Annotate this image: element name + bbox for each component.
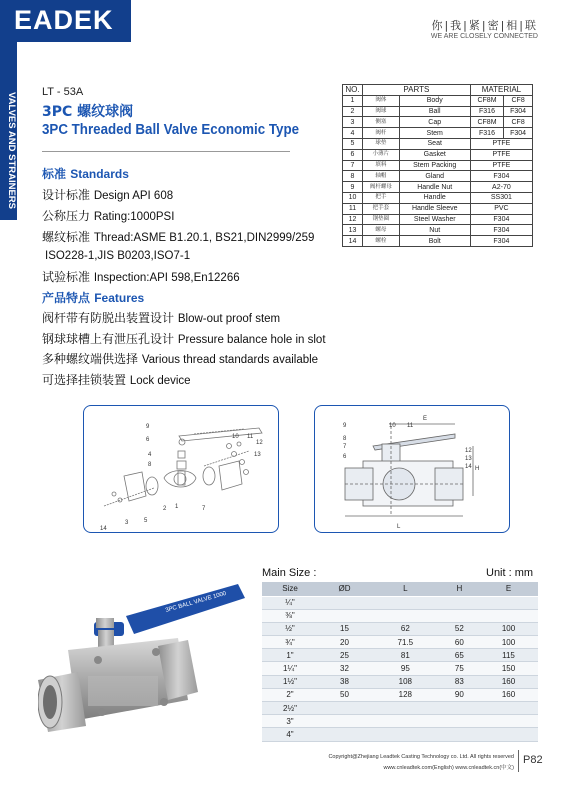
callout-label: 7	[343, 444, 347, 450]
part-material: F304	[504, 106, 533, 117]
features-heading-cn: 产品特点	[42, 291, 91, 305]
parts-table-row	[343, 149, 533, 160]
part-name-cn: 阀球	[363, 106, 400, 117]
part-number: 3	[343, 117, 363, 128]
callout-label: 9	[146, 424, 150, 430]
standard-line-en: Inspection:API 598,En12266	[93, 272, 240, 284]
size-cell: ¼"	[262, 596, 318, 609]
h-cell: 65	[440, 649, 479, 662]
part-name-cn: 轴帽	[363, 171, 400, 182]
od-cell	[318, 702, 371, 715]
slogan-english: WE ARE CLOSELY CONNECTED	[430, 33, 538, 40]
feature-line-en: Blow-out proof stem	[177, 313, 281, 325]
part-name-cn: 阀杆螺母	[363, 182, 400, 193]
part-name-en: Handle Sleeve	[399, 203, 470, 214]
standard-line-cn: 螺纹标准	[42, 230, 91, 244]
size-table-title: Main Size :	[262, 567, 317, 579]
brand-logo-text: EADEK	[14, 5, 114, 35]
od-cell: 20	[318, 636, 371, 649]
col-header-h: H	[440, 582, 479, 596]
od-cell	[318, 715, 371, 728]
part-name-cn: 阀体	[363, 95, 400, 106]
size-table-row	[262, 649, 538, 662]
exploded-drawing-panel	[83, 405, 279, 533]
parts-table-row	[343, 236, 533, 247]
valve-handle	[126, 584, 245, 634]
e-cell: 160	[479, 688, 538, 701]
part-material: A2-70	[470, 182, 532, 193]
h-cell	[440, 609, 479, 622]
callout-label: 10	[232, 434, 239, 440]
h-cell: 52	[440, 622, 479, 635]
side-category-tab	[0, 42, 17, 220]
callout-label: 13	[465, 456, 472, 462]
e-cell	[479, 702, 538, 715]
part-material: F316	[470, 128, 503, 139]
size-table-row	[262, 636, 538, 649]
callout-label: 14	[465, 464, 472, 470]
callout-label: L	[397, 524, 401, 530]
size-cell: 3"	[262, 715, 318, 728]
size-cell: 2½"	[262, 702, 318, 715]
e-cell: 150	[479, 662, 538, 675]
od-cell	[318, 728, 371, 741]
callout-label: 3	[125, 520, 129, 526]
slogan-chinese: 你|我|紧|密|相|联	[431, 19, 538, 32]
h-cell: 60	[440, 636, 479, 649]
footer-separator	[518, 750, 519, 772]
part-material: F304	[470, 236, 532, 247]
part-number: 2	[343, 106, 363, 117]
l-cell: 128	[371, 688, 440, 701]
part-material: SS301	[470, 192, 532, 203]
col-header-od: ØD	[318, 582, 371, 596]
parts-table-header	[343, 85, 533, 96]
standard-line-cn: 公称压力	[42, 209, 91, 223]
part-number: 4	[343, 128, 363, 139]
callout-label: 12	[256, 440, 263, 446]
handle-imprint: 3PC BALL VALVE 1000	[164, 590, 228, 614]
part-name-cn: 小薄片	[363, 149, 400, 160]
part-number: 10	[343, 192, 363, 203]
parts-table-row	[343, 95, 533, 106]
col-header-material: MATERIAL	[470, 85, 532, 96]
brand-logo	[0, 0, 131, 42]
parts-table-row	[343, 160, 533, 171]
part-material: F316	[470, 106, 503, 117]
callout-label: E	[423, 416, 428, 422]
part-name-en: Seat	[399, 138, 470, 149]
callout-label: 11	[247, 434, 254, 440]
od-cell	[318, 609, 371, 622]
part-name-en: Handle	[399, 192, 470, 203]
feature-line-cn: 可选择挂锁装置	[42, 373, 127, 387]
main-size-table	[262, 582, 538, 742]
page-number: P82	[523, 754, 543, 766]
standard-line	[42, 186, 173, 203]
standard-line-cn: 设计标准	[42, 188, 91, 202]
feature-line-cn: 多种螺纹端供选择	[42, 352, 139, 366]
feature-line	[42, 330, 326, 347]
e-cell	[479, 609, 538, 622]
e-cell	[479, 596, 538, 609]
callout-label: 12	[465, 448, 472, 454]
callout-label: 9	[343, 423, 347, 429]
side-category-label: VALVES AND STRAINERS	[6, 92, 17, 210]
standard-line-en: Thread:ASME B1.20.1, BS21,DIN2999/259	[93, 232, 315, 244]
l-cell: 108	[371, 675, 440, 688]
parts-table-row	[343, 192, 533, 203]
parts-table-row	[343, 225, 533, 236]
section-view-diagram	[315, 406, 510, 533]
size-table-row	[262, 715, 538, 728]
parts-table-row	[343, 138, 533, 149]
od-cell: 50	[318, 688, 371, 701]
feature-line	[42, 350, 318, 367]
standard-line	[42, 228, 314, 245]
part-name-en: Gasket	[399, 149, 470, 160]
part-number: 12	[343, 214, 363, 225]
page-header	[0, 0, 580, 42]
l-cell: 71.5	[371, 636, 440, 649]
callout-label: 13	[254, 452, 261, 458]
part-number: 14	[343, 236, 363, 247]
size-table-row	[262, 662, 538, 675]
part-material: PTFE	[470, 160, 532, 171]
size-cell: 2"	[262, 688, 318, 701]
part-material: PTFE	[470, 138, 532, 149]
size-cell: 1¼"	[262, 662, 318, 675]
l-cell: 81	[371, 649, 440, 662]
exploded-view-diagram	[84, 406, 279, 533]
size-table-row	[262, 675, 538, 688]
parts-table-row	[343, 128, 533, 139]
callout-label: 8	[343, 436, 347, 442]
part-number: 8	[343, 171, 363, 182]
standard-line	[45, 248, 190, 262]
part-name-en: Bolt	[399, 236, 470, 247]
part-number: 7	[343, 160, 363, 171]
product-title-cn: 3PC 螺纹球阀	[42, 104, 134, 120]
h-cell: 90	[440, 688, 479, 701]
standard-line	[42, 207, 174, 224]
part-name-en: Stem Packing	[399, 160, 470, 171]
size-table-row	[262, 702, 538, 715]
part-material: CF8M	[470, 95, 503, 106]
h-cell	[440, 728, 479, 741]
l-cell	[371, 715, 440, 728]
size-table-row	[262, 622, 538, 635]
ball-valve-photo	[38, 580, 260, 750]
callout-label: 6	[146, 437, 150, 443]
size-cell: ⅜"	[262, 609, 318, 622]
callout-label: 5	[144, 518, 148, 524]
od-cell: 25	[318, 649, 371, 662]
footer-urls: www.cnleadtek.com(English) www.cnleadtek.cn(中文)	[383, 765, 514, 771]
col-header-e: E	[479, 582, 538, 596]
size-table-unit: Unit : mm	[486, 567, 534, 579]
size-cell: ¾"	[262, 636, 318, 649]
feature-line-en: Pressure balance hole in slot	[177, 334, 326, 346]
od-cell: 38	[318, 675, 371, 688]
col-header-l: L	[371, 582, 440, 596]
callout-label: 1	[175, 504, 179, 510]
l-cell	[371, 728, 440, 741]
part-name-en: Gland	[399, 171, 470, 182]
parts-table-row	[343, 117, 533, 128]
standard-line-en: Rating:1000PSI	[93, 211, 175, 223]
part-name-cn: 钢垫圈	[363, 214, 400, 225]
size-cell: 1½"	[262, 675, 318, 688]
callout-label: 11	[407, 423, 414, 429]
parts-table-row	[343, 182, 533, 193]
size-cell: 1"	[262, 649, 318, 662]
title-divider	[42, 151, 290, 152]
footer-copyright: Copyright@Zhejiang Leadtek Casting Technology co. Ltd. All rights reserved	[328, 754, 514, 760]
feature-line	[42, 371, 191, 388]
size-cell: ½"	[262, 622, 318, 635]
part-name-en: Steel Washer	[399, 214, 470, 225]
part-name-cn: 球垫	[363, 138, 400, 149]
feature-line-en: Various thread standards available	[141, 354, 319, 366]
part-material: F304	[470, 214, 532, 225]
part-material: CF8M	[470, 117, 503, 128]
callout-label: H	[475, 466, 480, 472]
part-material: PVC	[470, 203, 532, 214]
part-material: F304	[470, 225, 532, 236]
part-material: F304	[504, 128, 533, 139]
product-model: LT - 53A	[42, 86, 84, 98]
part-number: 5	[343, 138, 363, 149]
part-name-en: Nut	[399, 225, 470, 236]
parts-table-row	[343, 171, 533, 182]
size-table-row	[262, 688, 538, 701]
callout-label: 6	[343, 454, 347, 460]
features-heading-en: Features	[94, 291, 145, 305]
h-cell	[440, 702, 479, 715]
parts-table-row	[343, 106, 533, 117]
part-number: 13	[343, 225, 363, 236]
l-cell: 62	[371, 622, 440, 635]
size-cell: 4"	[262, 728, 318, 741]
h-cell: 75	[440, 662, 479, 675]
part-name-en: Ball	[399, 106, 470, 117]
part-number: 9	[343, 182, 363, 193]
part-number: 11	[343, 203, 363, 214]
feature-line-cn: 阀杆带有防脱出装置设计	[42, 311, 175, 325]
col-header-no: NO.	[343, 85, 363, 96]
size-table-row	[262, 596, 538, 609]
l-cell	[371, 702, 440, 715]
standard-line	[42, 268, 240, 285]
callout-label: 7	[202, 506, 206, 512]
parts-table-row	[343, 214, 533, 225]
part-name-cn: 阀杆	[363, 128, 400, 139]
size-table-header	[262, 582, 538, 596]
feature-line-en: Lock device	[129, 375, 191, 387]
standards-heading-en: Standards	[70, 167, 129, 181]
od-cell	[318, 596, 371, 609]
part-material: CF8	[504, 117, 533, 128]
e-cell: 100	[479, 636, 538, 649]
e-cell	[479, 715, 538, 728]
l-cell	[371, 609, 440, 622]
part-material: PTFE	[470, 149, 532, 160]
standards-heading	[42, 165, 129, 182]
part-name-cn: 把手套	[363, 203, 400, 214]
callout-label: 14	[100, 526, 107, 532]
features-heading	[42, 289, 144, 306]
od-cell: 32	[318, 662, 371, 675]
standards-heading-cn: 标准	[42, 167, 67, 181]
feature-line	[42, 309, 280, 326]
callout-label: 8	[148, 462, 152, 468]
part-number: 6	[343, 149, 363, 160]
part-name-en: Stem	[399, 128, 470, 139]
standard-line-en: Design API 608	[93, 190, 174, 202]
feature-line-cn: 钢球球槽上有泄压孔设计	[42, 332, 175, 346]
standard-line-cn: 试验标准	[42, 270, 91, 284]
part-name-cn: 填料	[363, 160, 400, 171]
part-name-cn: 把手	[363, 192, 400, 203]
e-cell	[479, 728, 538, 741]
h-cell	[440, 596, 479, 609]
parts-material-table	[342, 84, 533, 247]
callout-label: 4	[148, 452, 152, 458]
parts-table-row	[343, 203, 533, 214]
h-cell: 83	[440, 675, 479, 688]
part-name-cn: 侧塞	[363, 117, 400, 128]
callout-label: 2	[163, 506, 167, 512]
col-header-parts: PARTS	[363, 85, 471, 96]
part-material: CF8	[504, 95, 533, 106]
h-cell	[440, 715, 479, 728]
od-cell: 15	[318, 622, 371, 635]
part-name-en: Body	[399, 95, 470, 106]
l-cell: 95	[371, 662, 440, 675]
callout-label: 10	[389, 423, 396, 429]
part-number: 1	[343, 95, 363, 106]
l-cell	[371, 596, 440, 609]
e-cell: 115	[479, 649, 538, 662]
part-name-cn: 螺栓	[363, 236, 400, 247]
part-name-en: Handle Nut	[399, 182, 470, 193]
product-title-en: 3PC Threaded Ball Valve Economic Type	[42, 122, 300, 138]
size-table-row	[262, 728, 538, 741]
size-table-row	[262, 609, 538, 622]
part-material: F304	[470, 171, 532, 182]
part-name-en: Cap	[399, 117, 470, 128]
section-drawing-panel	[314, 405, 510, 533]
e-cell: 160	[479, 675, 538, 688]
part-name-cn: 螺母	[363, 225, 400, 236]
e-cell: 100	[479, 622, 538, 635]
standard-line-en: ISO228-1,JIS B0203,ISO7-1	[45, 250, 191, 262]
col-header-size: Size	[262, 582, 318, 596]
